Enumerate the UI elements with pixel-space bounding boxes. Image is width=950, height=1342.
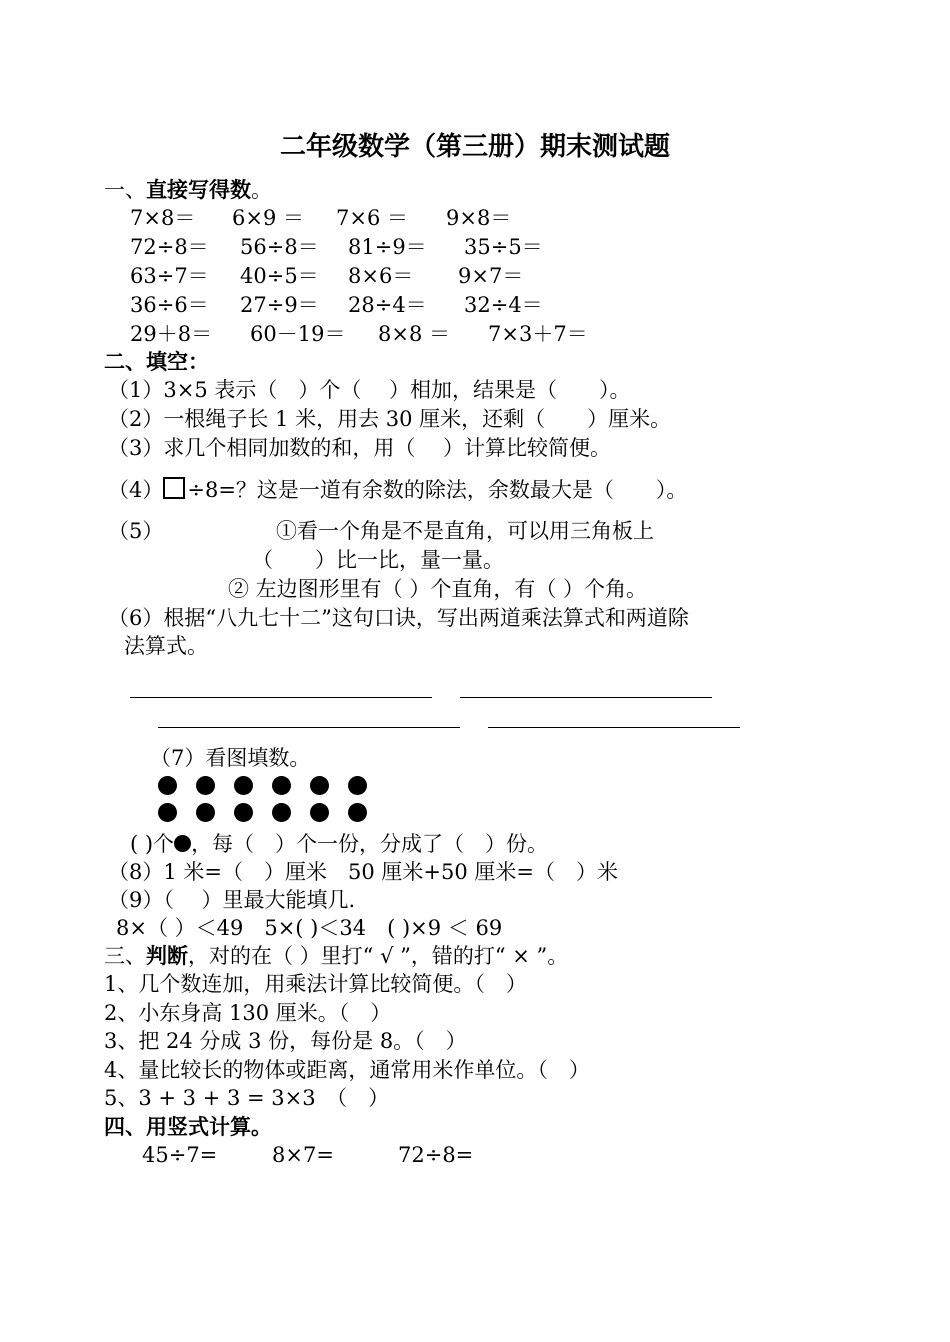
vertical-calc-item: 8×7= [272,1143,334,1167]
dot-icon [158,803,177,822]
dot-icon [158,776,177,795]
section1-heading [104,176,272,204]
section1-number: 一、 [104,178,146,202]
dot-icon [272,776,291,795]
dot-icon [348,776,367,795]
section3-heading [104,942,568,970]
question-3: （3）求几个相同加数的和，用（ ）计算比较简便。 [108,436,612,460]
dot-icon [272,803,291,822]
calc-item: 28÷4＝ [348,293,427,317]
dot-icon [234,776,253,795]
question-2: （2）一根绳子长 1 米，用去 30 厘米，还剩（ ）厘米。 [108,407,672,431]
question-8: （8）1 米=（ ）厘米 50 厘米+50 厘米=（ ）米 [108,860,618,884]
judge-item: 1、几个数连加，用乘法计算比较简便。（ ） [104,972,527,996]
question-6-line1: （6）根据“八九七十二”这句口诀，写出两道乘法算式和两道除 [108,606,689,630]
dot-icon [196,803,215,822]
calc-item: 7×3＋7＝ [488,322,588,346]
judge-item: 2、小东身高 130 厘米。（ ） [104,1001,392,1025]
question-6-line2: 法算式。 [124,634,208,658]
question-7: （7）看图填数。 [150,746,311,770]
calc-item: 8×8 ＝ [378,322,450,346]
question-5-line2: （ ）比一比，量一量。 [252,548,504,572]
section3-instructions: ，对的在（ ）里打“ √ ”，错的打“ × ”。 [188,944,569,968]
question-7-fill [130,830,548,858]
calc-item: 72÷8＝ [130,235,209,259]
blank-square-icon [163,477,185,499]
calc-item: 40÷5＝ [240,264,319,288]
dot-icon [196,776,215,795]
dot-icon [348,803,367,822]
dot-row [158,776,386,795]
question-5-line3: ② 左边图形里有（ ）个直角，有（ ）个角。 [228,577,648,601]
question-7-fill-a: ( )个 [130,832,175,856]
calc-item: 9×8＝ [446,206,512,230]
dot-icon [310,803,329,822]
calc-item: 7×6 ＝ [336,206,408,230]
section4-heading: 四、用竖式计算。 [104,1114,272,1139]
calc-item: 7×8＝ [130,206,196,230]
question-4 [108,476,687,504]
judge-item: 3、把 24 分成 3 份，每份是 8。（ ） [104,1029,467,1053]
question-4-number: （4） [108,478,164,502]
question-5-number: （5） [108,519,164,543]
dot-icon [310,776,329,795]
section2-heading: 二、填空： [104,349,209,374]
calc-item: 9×7＝ [458,264,524,288]
question-9-items: 8×（ ）＜49 5×( )＜34 ( )×9 ＜ 69 [116,916,503,940]
section3-title: 判断 [146,943,188,968]
calc-item: 81÷9＝ [348,235,427,259]
calc-item: 27÷9＝ [240,293,319,317]
calc-item: 29＋8＝ [130,322,213,346]
question-4-text: ÷8=？这是一道有余数的除法，余数最大是（ ）。 [187,478,688,502]
answer-line [158,727,460,728]
judge-item: 5、3 + 3 + 3 = 3×3 （ ） [104,1086,390,1110]
calc-item: 6×9 ＝ [232,206,304,230]
vertical-calc-item: 45÷7= [142,1143,218,1167]
calc-item: 60－19＝ [250,322,346,346]
calc-item: 32÷4＝ [464,293,543,317]
question-7-fill-b: ，每（ ）个一份，分成了（ ）份。 [191,832,549,856]
section3-number: 三、 [104,944,146,968]
answer-line [130,697,432,698]
question-1: （1）3×5 表示（ ）个（ ）相加，结果是（ ）。 [108,378,631,402]
calc-item: 63÷7＝ [130,264,209,288]
question-5-line1: ①看一个角是不是直角，可以用三角板上 [276,519,654,543]
calc-item: 56÷8＝ [240,235,319,259]
dot-row [158,803,386,822]
calc-item: 36÷6＝ [130,293,209,317]
section1-suffix: 。 [251,178,272,202]
question-9: （9）（ ）里最大能填几. [108,888,356,912]
section1-title: 直接写得数 [146,177,251,202]
dot-icon [234,803,253,822]
dot-icon [174,835,191,852]
page-title: 二年级数学（第三册）期末测试题 [279,132,670,162]
calc-item: 8×6＝ [348,264,414,288]
judge-item: 4、量比较长的物体或距离，通常用米作单位。（ ） [104,1058,590,1082]
vertical-calc-item: 72÷8= [398,1143,474,1167]
answer-line [460,697,712,698]
answer-line [488,727,740,728]
calc-item: 35÷5＝ [464,235,543,259]
